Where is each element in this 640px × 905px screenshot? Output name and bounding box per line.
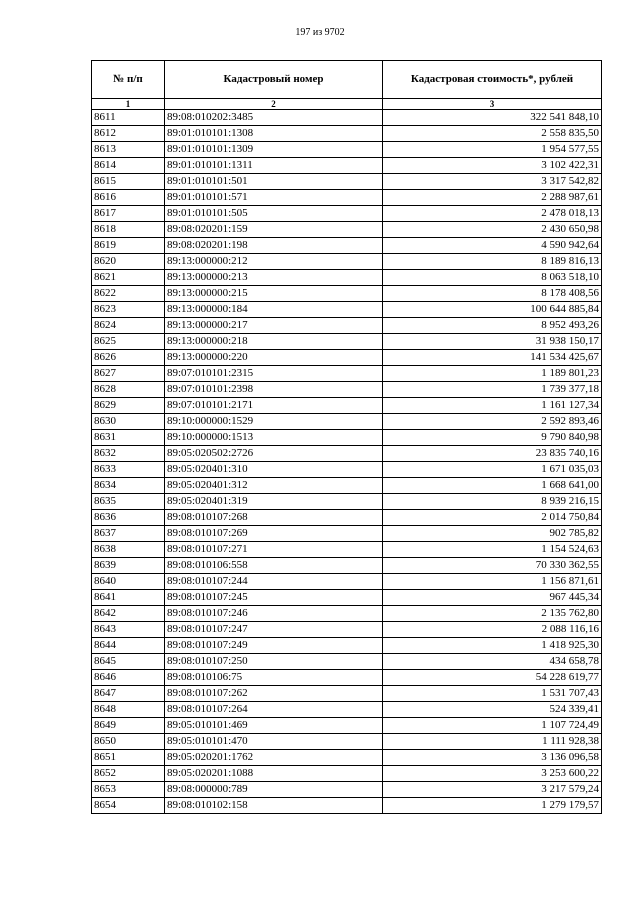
- table-row: [92, 302, 602, 318]
- cadastral-value-cell: 1 668 641,00: [383, 478, 602, 494]
- table-row: [92, 430, 602, 446]
- table-row: [92, 366, 602, 382]
- table-row: [92, 590, 602, 606]
- table-row: [92, 318, 602, 334]
- cadastral-value-cell: 967 445,34: [383, 590, 602, 606]
- cadastral-number-cell: 89:10:000000:1513: [165, 430, 383, 446]
- cadastral-value-cell: 8 178 408,56: [383, 286, 602, 302]
- cadastral-number-cell: 89:13:000000:213: [165, 270, 383, 286]
- cadastral-value-cell: 8 939 216,15: [383, 494, 602, 510]
- column-number: 1: [92, 99, 165, 110]
- table-row: [92, 382, 602, 398]
- row-number-cell: 8618: [92, 222, 165, 238]
- row-number-cell: 8648: [92, 702, 165, 718]
- cadastral-number-cell: 89:01:010101:571: [165, 190, 383, 206]
- row-number-cell: 8614: [92, 158, 165, 174]
- cadastral-value-cell: 3 102 422,31: [383, 158, 602, 174]
- cadastral-value-cell: 3 136 096,58: [383, 750, 602, 766]
- cadastral-value-cell: 1 739 377,18: [383, 382, 602, 398]
- cadastral-value-cell: 2 088 116,16: [383, 622, 602, 638]
- table-row: [92, 462, 602, 478]
- cadastral-number-cell: 89:08:010107:271: [165, 542, 383, 558]
- table-header-row: [92, 61, 602, 99]
- row-number-cell: 8637: [92, 526, 165, 542]
- cadastral-value-cell: 8 063 518,10: [383, 270, 602, 286]
- cadastral-value-cell: 2 478 018,13: [383, 206, 602, 222]
- cadastral-number-cell: 89:07:010101:2398: [165, 382, 383, 398]
- table-row: [92, 142, 602, 158]
- cadastral-number-cell: 89:01:010101:1309: [165, 142, 383, 158]
- row-number-cell: 8646: [92, 670, 165, 686]
- table-row: [92, 638, 602, 654]
- cadastral-value-cell: 23 835 740,16: [383, 446, 602, 462]
- cadastral-number-cell: 89:01:010101:505: [165, 206, 383, 222]
- cadastral-value-cell: 9 790 840,98: [383, 430, 602, 446]
- column-number: 3: [383, 99, 602, 110]
- cadastral-value-cell: 1 189 801,23: [383, 366, 602, 382]
- cadastral-value-cell: 8 952 493,26: [383, 318, 602, 334]
- cadastral-value-cell: 31 938 150,17: [383, 334, 602, 350]
- cadastral-value-cell: 2 430 650,98: [383, 222, 602, 238]
- cadastral-number-cell: 89:08:010107:268: [165, 510, 383, 526]
- cadastral-value-cell: 1 156 871,61: [383, 574, 602, 590]
- cadastral-value-cell: 524 339,41: [383, 702, 602, 718]
- table-row: [92, 766, 602, 782]
- cadastral-number-cell: 89:08:010107:247: [165, 622, 383, 638]
- row-number-cell: 8621: [92, 270, 165, 286]
- cadastral-value-cell: 141 534 425,67: [383, 350, 602, 366]
- cadastral-number-cell: 89:13:000000:218: [165, 334, 383, 350]
- table-row: [92, 510, 602, 526]
- cadastral-value-cell: 1 279 179,57: [383, 798, 602, 814]
- row-number-cell: 8651: [92, 750, 165, 766]
- table-row: [92, 654, 602, 670]
- row-number-cell: 8615: [92, 174, 165, 190]
- table-row: [92, 398, 602, 414]
- cadastral-value-cell: 3 217 579,24: [383, 782, 602, 798]
- row-number-cell: 8611: [92, 110, 165, 126]
- cadastral-value-cell: 1 954 577,55: [383, 142, 602, 158]
- table-row: [92, 558, 602, 574]
- header-row-number: № п/п: [92, 61, 165, 99]
- table-row: [92, 798, 602, 814]
- row-number-cell: 8636: [92, 510, 165, 526]
- header-cadastral-value: Кадастровая стоимость*, рублей: [383, 61, 602, 99]
- cadastral-number-cell: 89:08:020201:159: [165, 222, 383, 238]
- cadastral-value-cell: 100 644 885,84: [383, 302, 602, 318]
- table-row: [92, 190, 602, 206]
- cadastral-number-cell: 89:08:010107:269: [165, 526, 383, 542]
- table-row: [92, 174, 602, 190]
- cadastral-number-cell: 89:05:020401:319: [165, 494, 383, 510]
- row-number-cell: 8616: [92, 190, 165, 206]
- cadastral-number-cell: 89:01:010101:1308: [165, 126, 383, 142]
- row-number-cell: 8617: [92, 206, 165, 222]
- cadastral-number-cell: 89:05:020401:310: [165, 462, 383, 478]
- cadastral-value-cell: 1 154 524,63: [383, 542, 602, 558]
- cadastral-value-cell: 1 531 707,43: [383, 686, 602, 702]
- row-number-cell: 8645: [92, 654, 165, 670]
- row-number-cell: 8628: [92, 382, 165, 398]
- cadastral-value-cell: 902 785,82: [383, 526, 602, 542]
- cadastral-number-cell: 89:08:010102:158: [165, 798, 383, 814]
- table-row: [92, 110, 602, 126]
- table-row: [92, 494, 602, 510]
- row-number-cell: 8653: [92, 782, 165, 798]
- row-number-cell: 8631: [92, 430, 165, 446]
- row-number-cell: 8630: [92, 414, 165, 430]
- row-number-cell: 8639: [92, 558, 165, 574]
- page-number: 197 из 9702: [295, 27, 345, 38]
- cadastral-number-cell: 89:08:010107:262: [165, 686, 383, 702]
- row-number-cell: 8632: [92, 446, 165, 462]
- row-number-cell: 8633: [92, 462, 165, 478]
- row-number-cell: 8644: [92, 638, 165, 654]
- row-number-cell: 8649: [92, 718, 165, 734]
- table-row: [92, 270, 602, 286]
- cadastral-number-cell: 89:08:010107:245: [165, 590, 383, 606]
- row-number-cell: 8620: [92, 254, 165, 270]
- cadastral-number-cell: 89:05:010101:469: [165, 718, 383, 734]
- row-number-cell: 8627: [92, 366, 165, 382]
- table-row: [92, 782, 602, 798]
- cadastral-number-cell: 89:08:010106:558: [165, 558, 383, 574]
- cadastral-number-cell: 89:01:010101:501: [165, 174, 383, 190]
- cadastral-number-cell: 89:08:010107:244: [165, 574, 383, 590]
- cadastral-number-cell: 89:08:010202:3485: [165, 110, 383, 126]
- row-number-cell: 8624: [92, 318, 165, 334]
- cadastral-value-cell: 2 592 893,46: [383, 414, 602, 430]
- table-row: [92, 126, 602, 142]
- cadastral-value-table: [91, 60, 602, 814]
- row-number-cell: 8642: [92, 606, 165, 622]
- cadastral-number-cell: 89:05:010101:470: [165, 734, 383, 750]
- cadastral-number-cell: 89:05:020401:312: [165, 478, 383, 494]
- table-row: [92, 222, 602, 238]
- table-row: [92, 734, 602, 750]
- column-number-row: [92, 99, 602, 110]
- row-number-cell: 8612: [92, 126, 165, 142]
- row-number-cell: 8647: [92, 686, 165, 702]
- cadastral-value-cell: 4 590 942,64: [383, 238, 602, 254]
- cadastral-value-cell: 54 228 619,77: [383, 670, 602, 686]
- cadastral-number-cell: 89:13:000000:215: [165, 286, 383, 302]
- table-row: [92, 574, 602, 590]
- cadastral-value-cell: 2 135 762,80: [383, 606, 602, 622]
- cadastral-value-cell: 8 189 816,13: [383, 254, 602, 270]
- cadastral-number-cell: 89:05:020201:1762: [165, 750, 383, 766]
- table-row: [92, 286, 602, 302]
- cadastral-number-cell: 89:10:000000:1529: [165, 414, 383, 430]
- cadastral-number-cell: 89:08:000000:789: [165, 782, 383, 798]
- row-number-cell: 8638: [92, 542, 165, 558]
- row-number-cell: 8640: [92, 574, 165, 590]
- cadastral-value-cell: 3 253 600,22: [383, 766, 602, 782]
- cadastral-number-cell: 89:08:010107:250: [165, 654, 383, 670]
- cadastral-number-cell: 89:07:010101:2171: [165, 398, 383, 414]
- table-row: [92, 334, 602, 350]
- row-number-cell: 8613: [92, 142, 165, 158]
- row-number-cell: 8629: [92, 398, 165, 414]
- column-number: 2: [165, 99, 383, 110]
- row-number-cell: 8634: [92, 478, 165, 494]
- cadastral-number-cell: 89:08:010107:246: [165, 606, 383, 622]
- cadastral-number-cell: 89:08:020201:198: [165, 238, 383, 254]
- row-number-cell: 8625: [92, 334, 165, 350]
- cadastral-number-cell: 89:13:000000:217: [165, 318, 383, 334]
- cadastral-value-cell: 70 330 362,55: [383, 558, 602, 574]
- row-number-cell: 8652: [92, 766, 165, 782]
- cadastral-value-cell: 2 558 835,50: [383, 126, 602, 142]
- row-number-cell: 8654: [92, 798, 165, 814]
- row-number-cell: 8650: [92, 734, 165, 750]
- table-row: [92, 350, 602, 366]
- table-row: [92, 206, 602, 222]
- table-row: [92, 478, 602, 494]
- table-row: [92, 446, 602, 462]
- cadastral-value-cell: 2 288 987,61: [383, 190, 602, 206]
- cadastral-value-cell: 434 658,78: [383, 654, 602, 670]
- row-number-cell: 8643: [92, 622, 165, 638]
- cadastral-number-cell: 89:13:000000:184: [165, 302, 383, 318]
- table-row: [92, 254, 602, 270]
- row-number-cell: 8622: [92, 286, 165, 302]
- cadastral-number-cell: 89:05:020502:2726: [165, 446, 383, 462]
- table-row: [92, 750, 602, 766]
- cadastral-value-cell: 1 111 928,38: [383, 734, 602, 750]
- row-number-cell: 8623: [92, 302, 165, 318]
- cadastral-number-cell: 89:08:010107:249: [165, 638, 383, 654]
- cadastral-value-cell: 322 541 848,10: [383, 110, 602, 126]
- cadastral-number-cell: 89:08:010106:75: [165, 670, 383, 686]
- cadastral-number-cell: 89:01:010101:1311: [165, 158, 383, 174]
- table-row: [92, 526, 602, 542]
- table-row: [92, 718, 602, 734]
- cadastral-number-cell: 89:05:020201:1088: [165, 766, 383, 782]
- cadastral-number-cell: 89:13:000000:220: [165, 350, 383, 366]
- row-number-cell: 8626: [92, 350, 165, 366]
- header-cadastral-number: Кадастровый номер: [165, 61, 383, 99]
- table-body: [92, 110, 602, 814]
- cadastral-value-cell: 1 671 035,03: [383, 462, 602, 478]
- table-row: [92, 414, 602, 430]
- table-row: [92, 606, 602, 622]
- row-number-cell: 8619: [92, 238, 165, 254]
- cadastral-value-cell: 1 107 724,49: [383, 718, 602, 734]
- table-row: [92, 702, 602, 718]
- table-row: [92, 158, 602, 174]
- table-row: [92, 670, 602, 686]
- row-number-cell: 8635: [92, 494, 165, 510]
- cadastral-number-cell: 89:08:010107:264: [165, 702, 383, 718]
- cadastral-value-cell: 1 161 127,34: [383, 398, 602, 414]
- cadastral-number-cell: 89:13:000000:212: [165, 254, 383, 270]
- table-row: [92, 622, 602, 638]
- table-row: [92, 686, 602, 702]
- table-row: [92, 238, 602, 254]
- cadastral-value-cell: 3 317 542,82: [383, 174, 602, 190]
- cadastral-value-cell: 1 418 925,30: [383, 638, 602, 654]
- row-number-cell: 8641: [92, 590, 165, 606]
- cadastral-number-cell: 89:07:010101:2315: [165, 366, 383, 382]
- cadastral-value-cell: 2 014 750,84: [383, 510, 602, 526]
- table-row: [92, 542, 602, 558]
